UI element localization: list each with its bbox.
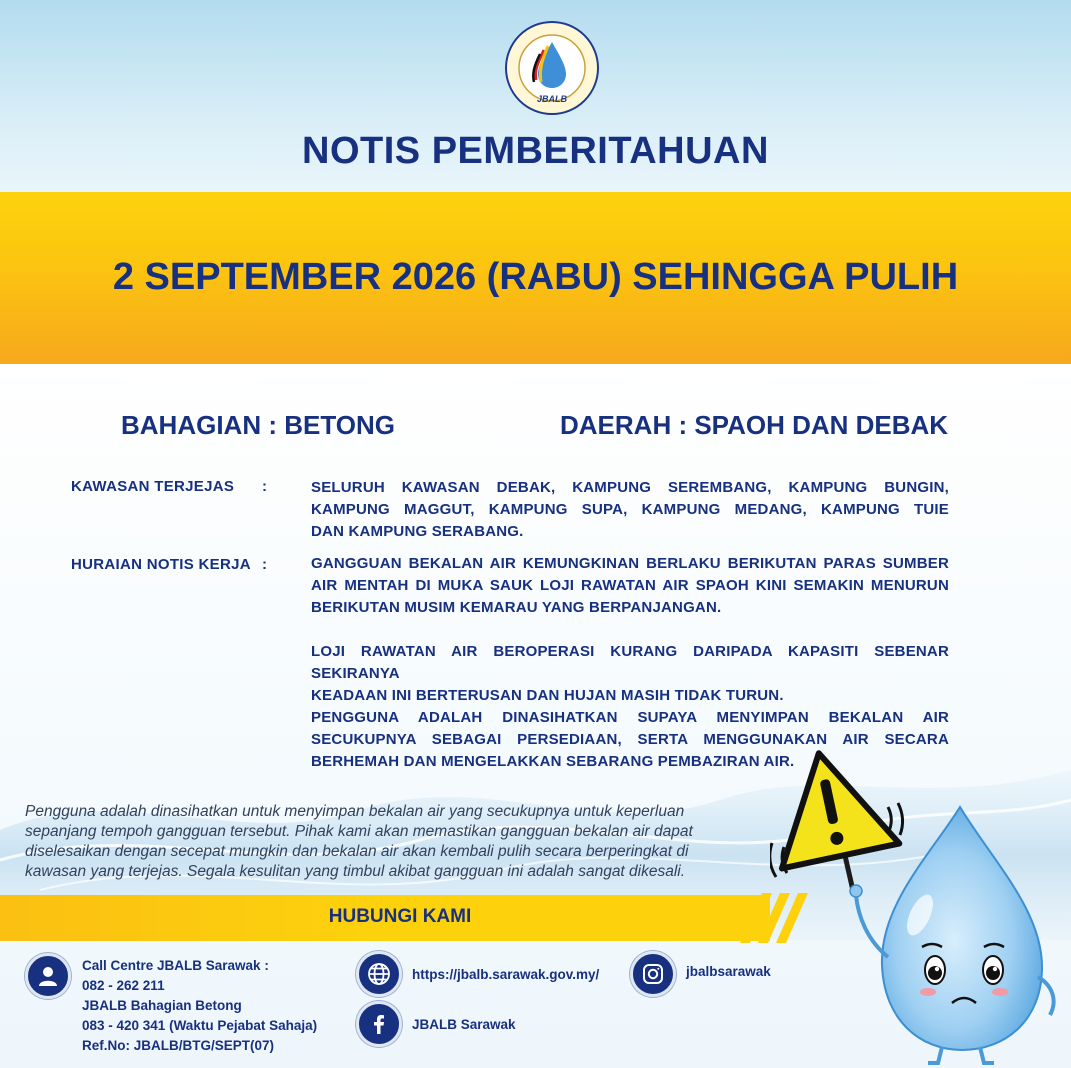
huraian-colon: : — [262, 556, 267, 573]
call-centre-label: Call Centre JBALB Sarawak : — [82, 958, 269, 973]
kawasan-line: DAN KAMPUNG SERABANG. — [311, 523, 524, 540]
advisory-paragraph — [25, 802, 755, 882]
advisory-line: sepanjang tempoh gangguan tersebut. Pihak kami akan memastikan gangguan bekalan air dapat — [25, 823, 693, 840]
huraian-line: GANGGUAN BEKALAN AIR KEMUNGKINAN BERLAKU BERIKUTAN PARAS SUMBER — [311, 555, 949, 572]
call-centre-block — [82, 956, 317, 1056]
huraian-line: AIR MENTAH DI MUKA SAUK LOJI RAWATAN AIR SPAOH KINI SEMAKIN MENURUN — [311, 577, 949, 594]
jbalb-logo — [504, 20, 600, 116]
huraian-line: BERHEMAH DAN MENGELAKKAN SEBARANG PEMBAZIRAN AIR. — [311, 753, 795, 770]
huraian-line: KEADAAN INI BERTERUSAN DAN HUJAN MASIH TIDAK TURUN. — [311, 687, 784, 704]
globe-icon — [356, 951, 402, 997]
advisory-line: diselesaikan dengan secepat mungkin dan bekalan air akan kembali pulih secara berperingkat di — [25, 843, 689, 860]
facebook-icon — [356, 1001, 402, 1047]
advisory-line: Pengguna adalah dinasihatkan untuk menyimpan bekalan air yang secukupnya untuk keperluan — [25, 803, 685, 820]
bahagian-heading: BAHAGIAN : BETONG — [121, 410, 395, 440]
huraian-para-1 — [311, 553, 949, 619]
kawasan-text — [311, 477, 949, 543]
hubungi-heading: HUBUNGI KAMI — [328, 906, 472, 927]
facebook-link[interactable]: JBALB Sarawak — [412, 1017, 516, 1032]
huraian-para-2 — [311, 641, 949, 707]
user-icon — [25, 953, 71, 999]
page-title: NOTIS PEMBERITAHUAN — [302, 130, 769, 172]
huraian-line: SECUKUPNYA SEBAGAI PERSEDIAAN, SERTA MENGGUNAKAN AIR SECARA — [311, 731, 949, 748]
logo-abbrev: JBALB — [536, 94, 568, 104]
instagram-icon — [630, 951, 676, 997]
huraian-label: HURAIAN NOTIS KERJA — [71, 556, 251, 573]
kawasan-colon: : — [262, 478, 267, 495]
huraian-line: PENGGUNA ADALAH DINASIHATKAN SUPAYA MENYIMPAN BEKALAN AIR — [311, 709, 949, 726]
betong-office-phone[interactable]: 083 - 420 341 (Waktu Pejabat Sahaja) — [82, 1018, 318, 1033]
website-link[interactable]: https://jbalb.sarawak.gov.my/ — [412, 967, 600, 982]
huraian-line: BERIKUTAN MUSIM KEMARAU YANG BERPANJANGAN. — [311, 599, 722, 616]
kawasan-line: KAMPUNG MAGGUT, KAMPUNG SUPA, KAMPUNG MEDANG, KAMPUNG TUIE — [311, 501, 949, 518]
instagram-link[interactable]: jbalbsarawak — [686, 964, 771, 979]
advisory-line: kawasan yang terjejas. Segala kesulitan yang timbul akibat gangguan ini adalah sangat dikesali. — [25, 863, 686, 880]
huraian-line: LOJI RAWATAN AIR BEROPERASI KURANG DARIPADA KAPASITI SEBENAR SEKIRANYA — [311, 643, 949, 682]
date-line: 2 SEPTEMBER 2026 (RABU) SEHINGGA PULIH — [112, 256, 959, 298]
betong-office-label: JBALB Bahagian Betong — [82, 998, 242, 1013]
daerah-heading: DAERAH : SPAOH DAN DEBAK — [560, 410, 949, 440]
kawasan-label: KAWASAN TERJEJAS — [71, 478, 235, 495]
reference-number: Ref.No: JBALB/BTG/SEPT(07) — [82, 1038, 275, 1053]
warning-icon — [770, 745, 899, 868]
call-centre-phone[interactable]: 082 - 262 211 — [82, 978, 165, 993]
water-drop-mascot — [770, 745, 1071, 1068]
kawasan-line: SELURUH KAWASAN DEBAK, KAMPUNG SEREMBANG, KAMPUNG BUNGIN, — [311, 479, 949, 496]
